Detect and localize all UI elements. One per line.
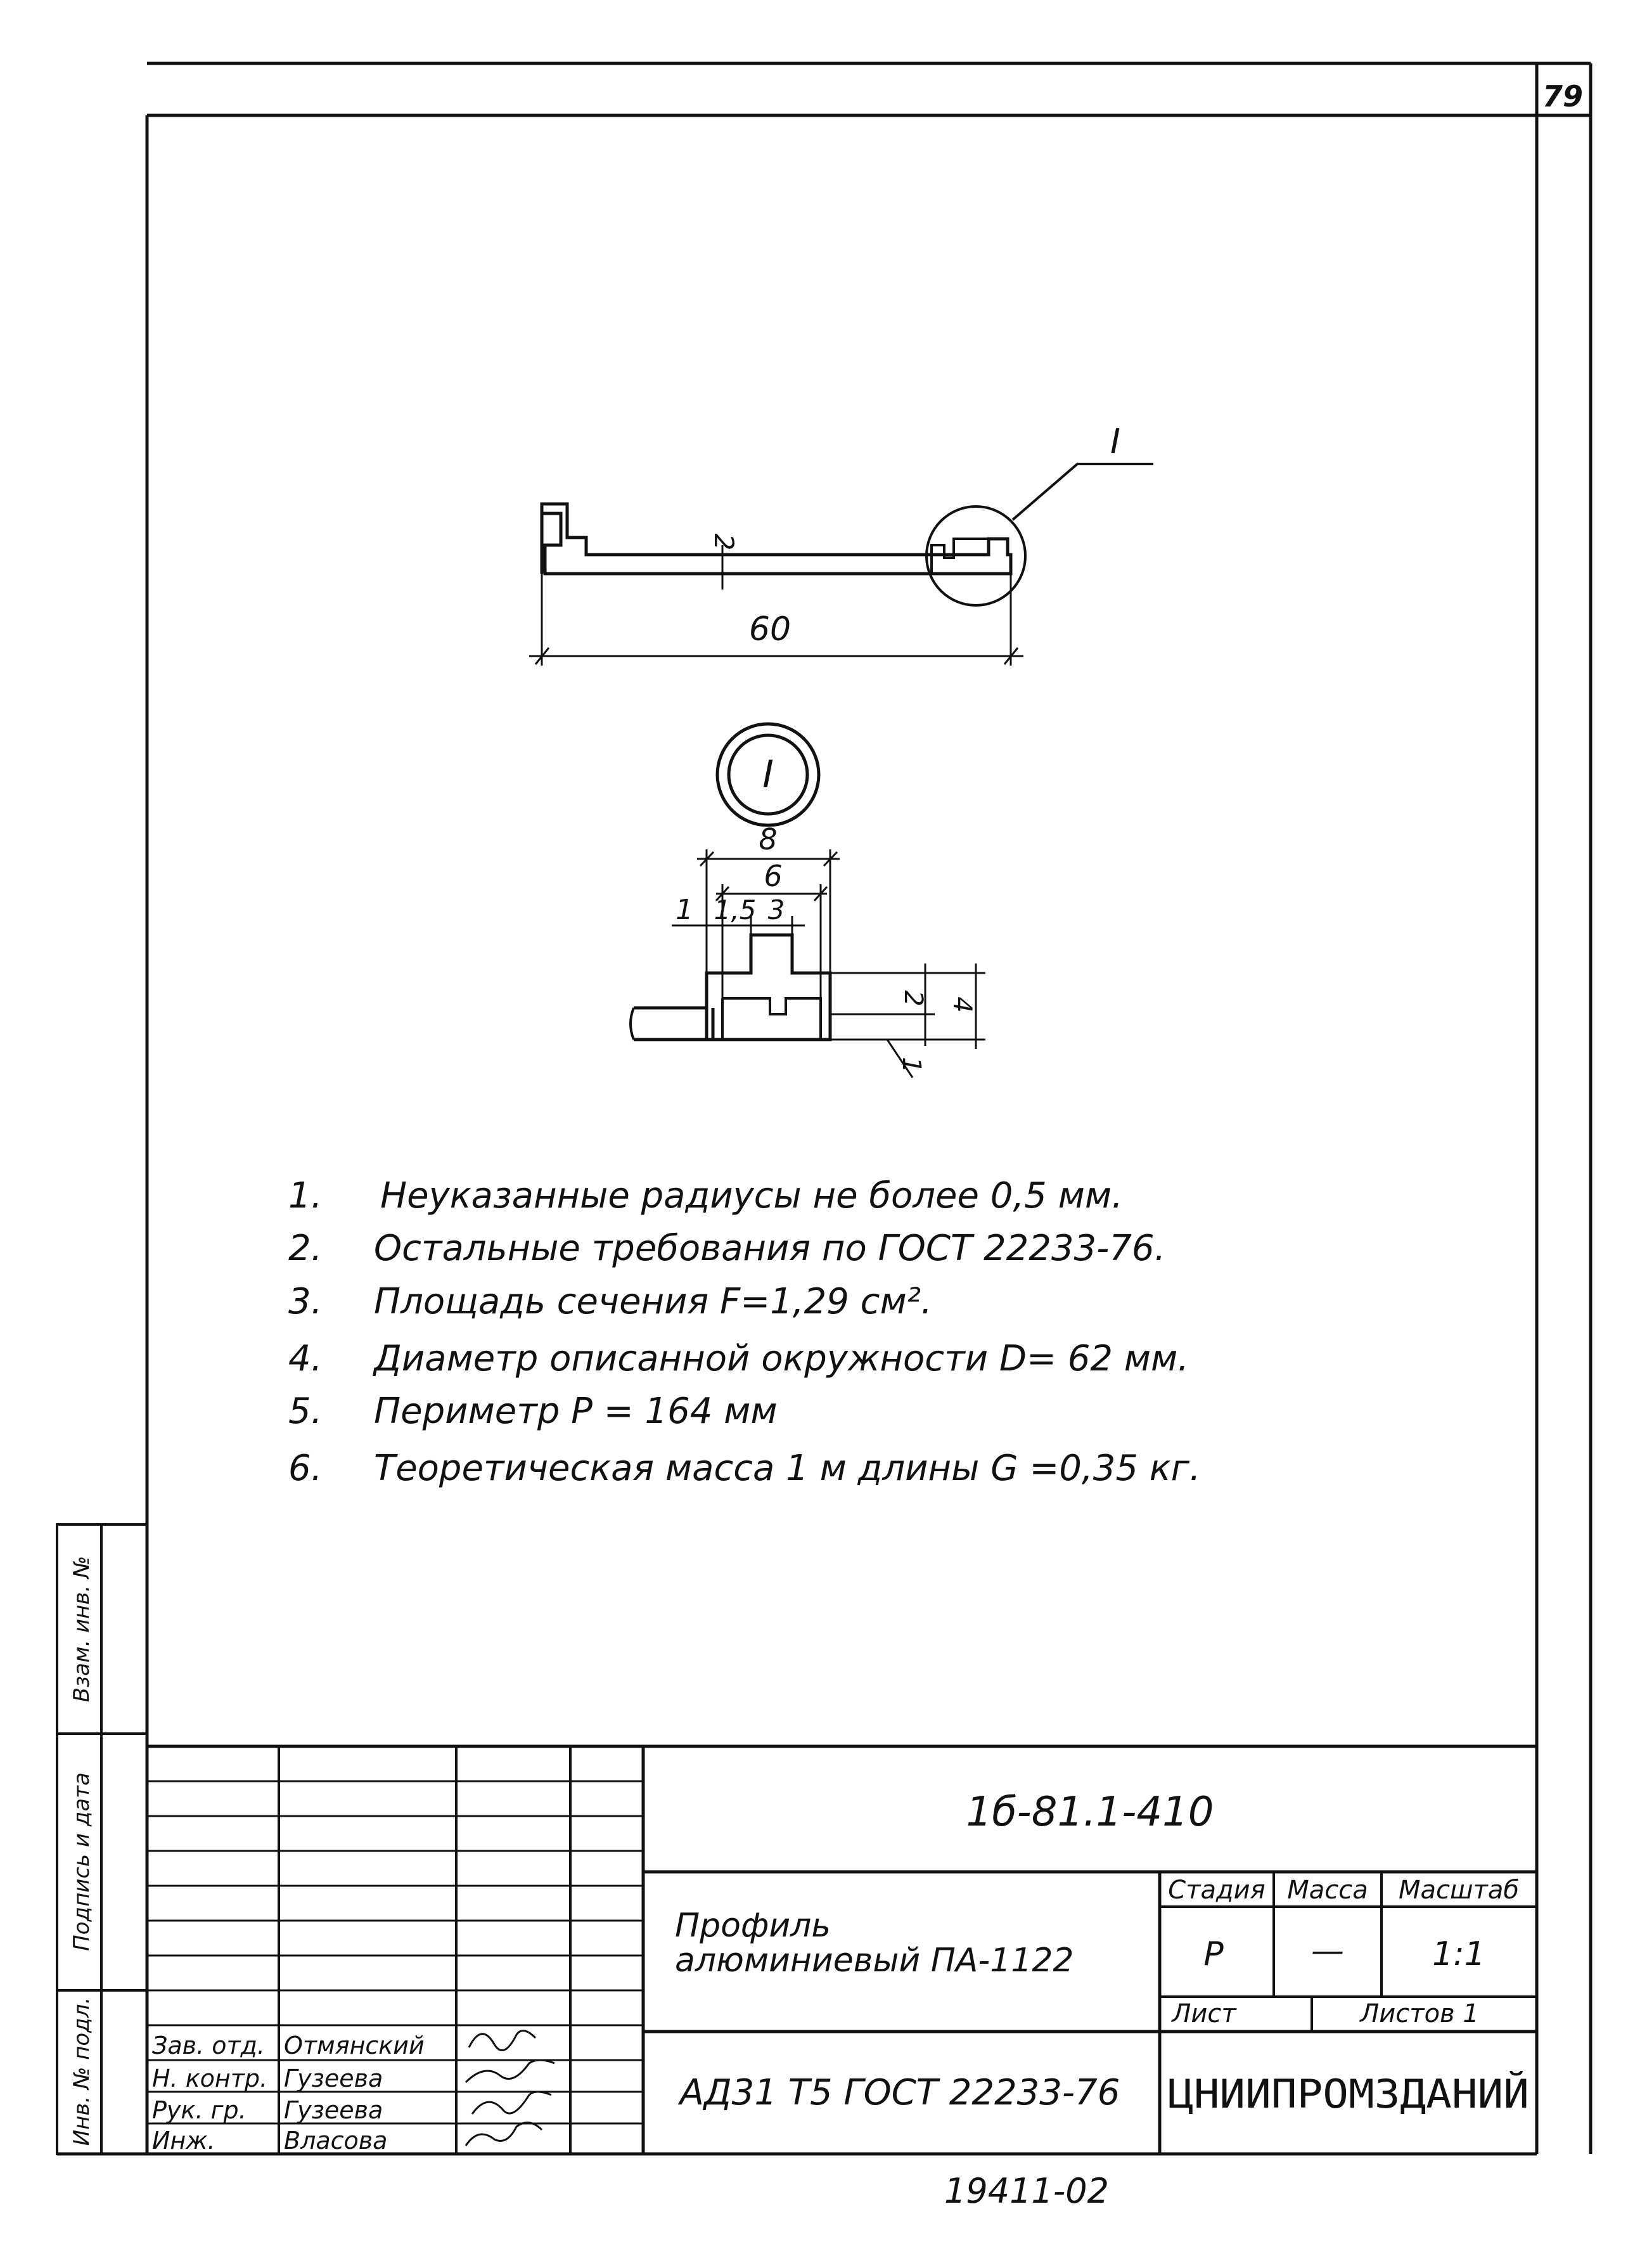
staff-role: Н. контр. xyxy=(152,2065,268,2092)
wall-thickness-dim: 2 xyxy=(708,533,740,551)
scale-value: 1:1 xyxy=(1432,1935,1485,1973)
profile-main-view xyxy=(529,422,1153,666)
mass-value: — xyxy=(1311,1932,1344,1970)
notes-list xyxy=(288,1175,1201,1489)
staff-role: Зав. отд. xyxy=(152,2032,265,2059)
staff-role: Рук. гр. xyxy=(152,2096,247,2124)
detail-title-label: I xyxy=(762,752,774,797)
instead-inv-label: Взам. инв. № xyxy=(69,1556,94,1703)
sheet-number: 79 xyxy=(1542,79,1584,113)
sheet-frame xyxy=(57,63,1591,2154)
detail-left-wall-dim: 1 xyxy=(676,894,693,926)
staff-name: Гузеева xyxy=(284,2096,383,2124)
archive-number: 19411-02 xyxy=(944,2171,1109,2211)
organization-name: ЦНИИПРОМЗДАНИЙ xyxy=(1168,2071,1529,2117)
stage-label: Стадия xyxy=(1168,1876,1266,1905)
detail-outer-width-dim: 8 xyxy=(759,822,778,856)
note-number: 6. xyxy=(288,1448,323,1489)
note-text: Диаметр описанной окружности D= 62 мм. xyxy=(374,1338,1189,1379)
signatures xyxy=(466,2031,554,2146)
note-text: Теоретическая масса 1 м длины G =0,35 кг. xyxy=(374,1448,1201,1489)
note-text: Неуказанные радиусы не более 0,5 мм. xyxy=(380,1175,1123,1216)
staff-name: Отмянский xyxy=(284,2032,425,2059)
staff-name: Власова xyxy=(284,2127,388,2155)
detail-profile xyxy=(634,935,830,1040)
sign-date-label: Подпись и дата xyxy=(69,1772,94,1951)
sheet-number-box xyxy=(1537,63,1583,115)
product-name-line1: Профиль xyxy=(675,1907,831,1945)
detail-depth-b-dim: 4 xyxy=(947,996,977,1013)
note-number: 5. xyxy=(288,1391,323,1432)
note-text: Остальные требования по ГОСТ 22233-76. xyxy=(374,1228,1166,1269)
staff-name: Гузеева xyxy=(284,2065,383,2092)
title-block xyxy=(147,1746,1537,2155)
detail-view xyxy=(631,724,985,1078)
mass-label: Масса xyxy=(1287,1876,1368,1905)
left-margin-stamp xyxy=(57,1524,147,2154)
note-number: 2. xyxy=(288,1228,323,1269)
overall-width-dim: 60 xyxy=(748,610,791,648)
material-spec: АД31 Т5 ГОСТ 22233-76 xyxy=(679,2072,1120,2113)
sheets-label: Листов 1 xyxy=(1360,1999,1479,2028)
note-text: Площадь сечения F=1,29 см². xyxy=(374,1281,932,1322)
detail-depth-a-dim: 2 xyxy=(899,990,928,1007)
detail-callout-label: I xyxy=(1110,422,1120,461)
scale-label: Масштаб xyxy=(1398,1876,1520,1905)
staff-role: Инж. xyxy=(152,2127,215,2155)
note-text: Периметр P = 164 мм xyxy=(374,1391,778,1432)
product-name-line2: алюминиевый ПА-1122 xyxy=(675,1942,1074,1980)
detail-slot-width-dim: 1,5 xyxy=(714,894,757,925)
stage-value: Р xyxy=(1203,1935,1224,1973)
note-number: 1. xyxy=(288,1175,323,1216)
detail-inner-width-dim: 6 xyxy=(764,859,783,893)
note-number: 4. xyxy=(288,1338,323,1379)
detail-bottom-dim: 1 xyxy=(897,1057,926,1073)
profile-section xyxy=(542,504,1011,574)
doc-code: 1б-81.1-410 xyxy=(966,1789,1214,1836)
detail-slot-gap-dim: 3 xyxy=(767,894,785,925)
inv-orig-label: Инв. № подл. xyxy=(69,1997,94,2146)
note-number: 3. xyxy=(288,1281,323,1322)
sheet-label: Лист xyxy=(1172,1999,1236,2028)
